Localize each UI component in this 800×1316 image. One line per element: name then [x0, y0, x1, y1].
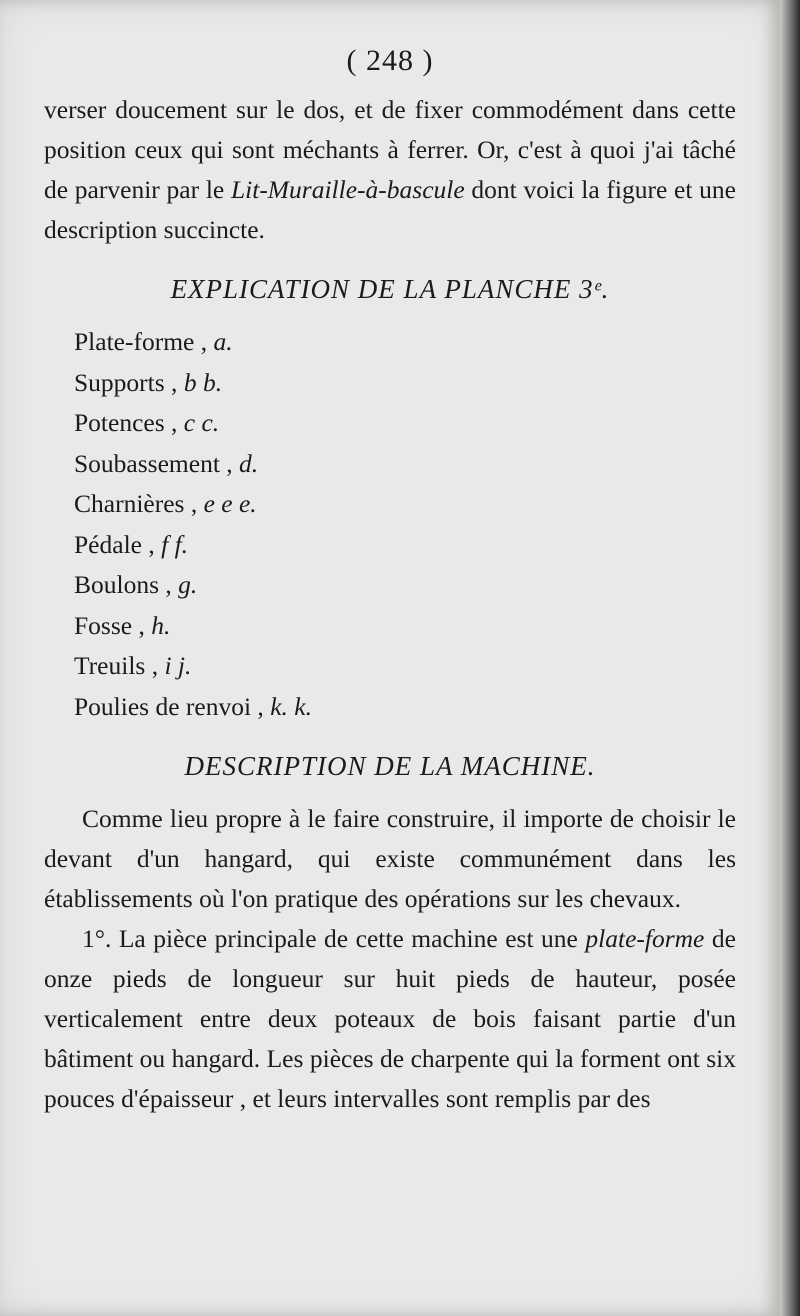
intro-text-after: dont voici la figure et une description succincte. — [44, 175, 736, 244]
legend-item — [74, 525, 736, 566]
legend-item-letter: a. — [213, 327, 233, 356]
legend-item-name: Supports , — [74, 367, 178, 397]
legend-item-letter: i j. — [164, 651, 192, 680]
legend-item-name: Treuils , — [74, 651, 159, 680]
legend-item-letter: d. — [239, 448, 259, 478]
explication-heading: EXPLICATION DE LA PLANCHE 3ᵉ. — [170, 274, 610, 304]
legend-item — [74, 646, 736, 687]
intro-italic-title: Lit-Muraille-à-bascule — [230, 175, 465, 204]
paragraph-lieu: Comme lieu propre à le faire construire, il importe de choisir le devant d'un hangard, qui existe communément dans les établissements où l'on pratique des opérations sur les chevaux. — [44, 804, 736, 913]
piece-text-after: de onze pieds de longueur sur huit pieds de hauteur, posée verticalement entre deux poteaux de bois faisant partie d'un bâtiment ou hangard. Les pièces de charpente qui la forment ont six pouces d'épaisseur , et leurs intervalles sont remplis par des — [44, 924, 736, 1113]
legend-item-letter: h. — [151, 610, 171, 640]
legend-item-name: Plate-forme , — [74, 327, 208, 356]
legend-item — [74, 565, 736, 606]
legend-item-name: Boulons , — [74, 570, 172, 599]
intro-text-before: verser doucement sur le dos, et de fixer commodément dans cette position ceux qui sont méchants à ferrer. Or, c'est à quoi j'ai tâché de parvenir par le — [44, 95, 736, 204]
legend-item — [74, 606, 736, 647]
legend-item-name: Potences , — [74, 408, 178, 437]
page-edge-shadow — [780, 0, 800, 1316]
legend-item-name: Soubassement , — [74, 448, 233, 478]
legend-item-letter: g. — [178, 570, 198, 599]
paragraph-piece-principale — [44, 919, 736, 1119]
legend-item-letter: k. k. — [270, 691, 312, 721]
page-content — [44, 36, 736, 1119]
legend-item — [74, 687, 736, 728]
piece-italic-term: plate-forme — [585, 924, 705, 953]
legend-item-name: Fosse , — [74, 610, 145, 640]
plate-legend-list — [44, 322, 736, 727]
legend-item-letter: c c. — [183, 408, 220, 437]
legend-item-letter: f f. — [161, 529, 189, 559]
legend-item-letter: b b. — [183, 367, 223, 397]
legend-item — [74, 444, 736, 485]
legend-item — [74, 484, 736, 525]
legend-item — [74, 363, 736, 404]
legend-item — [74, 403, 736, 444]
piece-text-before: La pièce principale de cette machine est une — [111, 924, 586, 953]
description-heading: DESCRIPTION DE LA MACHINE. — [184, 751, 596, 781]
paragraph-number: 1°. — [82, 924, 112, 953]
legend-item-letter: e e e. — [203, 489, 257, 518]
page-number: ( 248 ) — [346, 44, 434, 77]
legend-item — [74, 322, 736, 363]
legend-item-name: Charnières , — [74, 489, 198, 518]
legend-item-name: Pédale , — [74, 529, 155, 559]
legend-item-name: Poulies de renvoi , — [74, 691, 264, 721]
intro-paragraph — [44, 90, 736, 250]
